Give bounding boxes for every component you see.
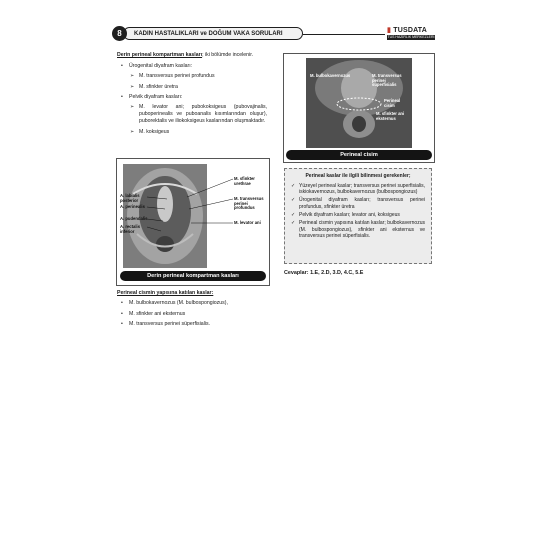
logo-text: TUSDATA — [393, 27, 428, 34]
logo-subtitle: TUS HAZIRLIK MERKEZLERİ — [387, 35, 435, 39]
section-title: Perineal cismin yapısına katılan kaslar: — [117, 290, 214, 296]
header-title: KADIN HASTALIKLARI ve DOĞUM VAKA SORULARI — [123, 27, 303, 40]
info-item: ✓ Ürogenital diyafram kasları; transversus perinei profundus, sfinkter üretra — [291, 197, 425, 210]
logo-mark-icon: ▮ — [387, 27, 392, 34]
figure-perineal-body — [283, 53, 435, 163]
info-item: ✓ Pelvik diyafram kasları; levator ani, koksigeus — [291, 212, 425, 219]
label-m-levator: M. levator ani — [234, 220, 261, 225]
info-item: ✓ Perineal cismin yapısına katılan kaslar; bulbokavernozus (M. bulbospongiozus), sfinkter ani eksternus ve transversus perinei süperfisialis. — [291, 220, 425, 240]
figure-caption: Derin perineal kompartman kasları — [120, 271, 266, 281]
info-item: ✓ Yüzeyel perineal kaslar; transversus perinei superfisialis, iskiokavernozus, bulbokavernozus (bulbospongiozus) — [291, 183, 425, 196]
label-a-pudendalis: A. pudendalis — [120, 216, 148, 221]
label-m-trans-sup: M. transversus perinei superfisialis — [372, 73, 402, 88]
figure-caption: Perineal cisim — [286, 150, 432, 160]
list-item: ➢ M. sfinkter üretra — [117, 84, 267, 91]
label-m-transversus: M. transversus perinei profundus — [234, 196, 264, 211]
intro-title: Derin perineal kompartman kasları — [117, 52, 203, 58]
page-number: 8 — [112, 26, 127, 41]
list-item: • M. bulbokavernozus (M. bulbospongiozus), — [117, 300, 267, 307]
label-a-labialis: A. labialis posterior — [120, 193, 140, 203]
label-perineal-body: Perineal cisim — [384, 98, 401, 108]
header-rule — [303, 34, 385, 35]
label-a-perinealis: A. perinealis — [120, 204, 145, 209]
publisher-logo — [387, 26, 435, 42]
group-label: • Ürogenital diyafram kasları: — [117, 63, 267, 70]
list-item: ➢ M. transversus perinei profundus — [117, 73, 267, 80]
label-m-sfinkter: M. sfinkter ani eksternus — [376, 111, 405, 121]
info-box — [284, 168, 432, 264]
page-header — [112, 26, 434, 42]
deep-compartment-text — [117, 52, 267, 139]
label-m-bulbo: M. bulbokavernozus — [310, 73, 351, 78]
list-item: ➢ M. levator ani; pubokoksigeus (pubovajinalis, puboperinealis ve puboanalis kısımlarından oluşur), puborektalis ve iliokoksigeus kaslarından oluşmaktadır. — [117, 104, 267, 126]
figure-deep-compartment — [116, 158, 270, 286]
group-label: • Pelvik diyafram kasları: — [117, 94, 267, 101]
list-item: • M. transversus perinei süperfisialis. — [117, 321, 267, 328]
list-item: • M. sfinkter ani eksternus — [117, 311, 267, 318]
label-m-sphincter: M. sfinkter urethrae — [234, 176, 255, 186]
intro-rest: ; iki bölümde incelenir. — [202, 52, 254, 58]
answer-key: Cevaplar: 1.E, 2.D, 3.D, 4.C, 5.E — [284, 270, 364, 276]
label-a-rectalis: A. rectalis inferior — [120, 224, 141, 234]
info-box-title: Perineal kaslar ile ilgili bilinmesi gerekenler; — [305, 173, 411, 179]
label-leader-lines — [117, 159, 269, 285]
list-item: ➢ M. koksigeus — [117, 129, 267, 136]
perineal-body-text — [117, 290, 267, 332]
